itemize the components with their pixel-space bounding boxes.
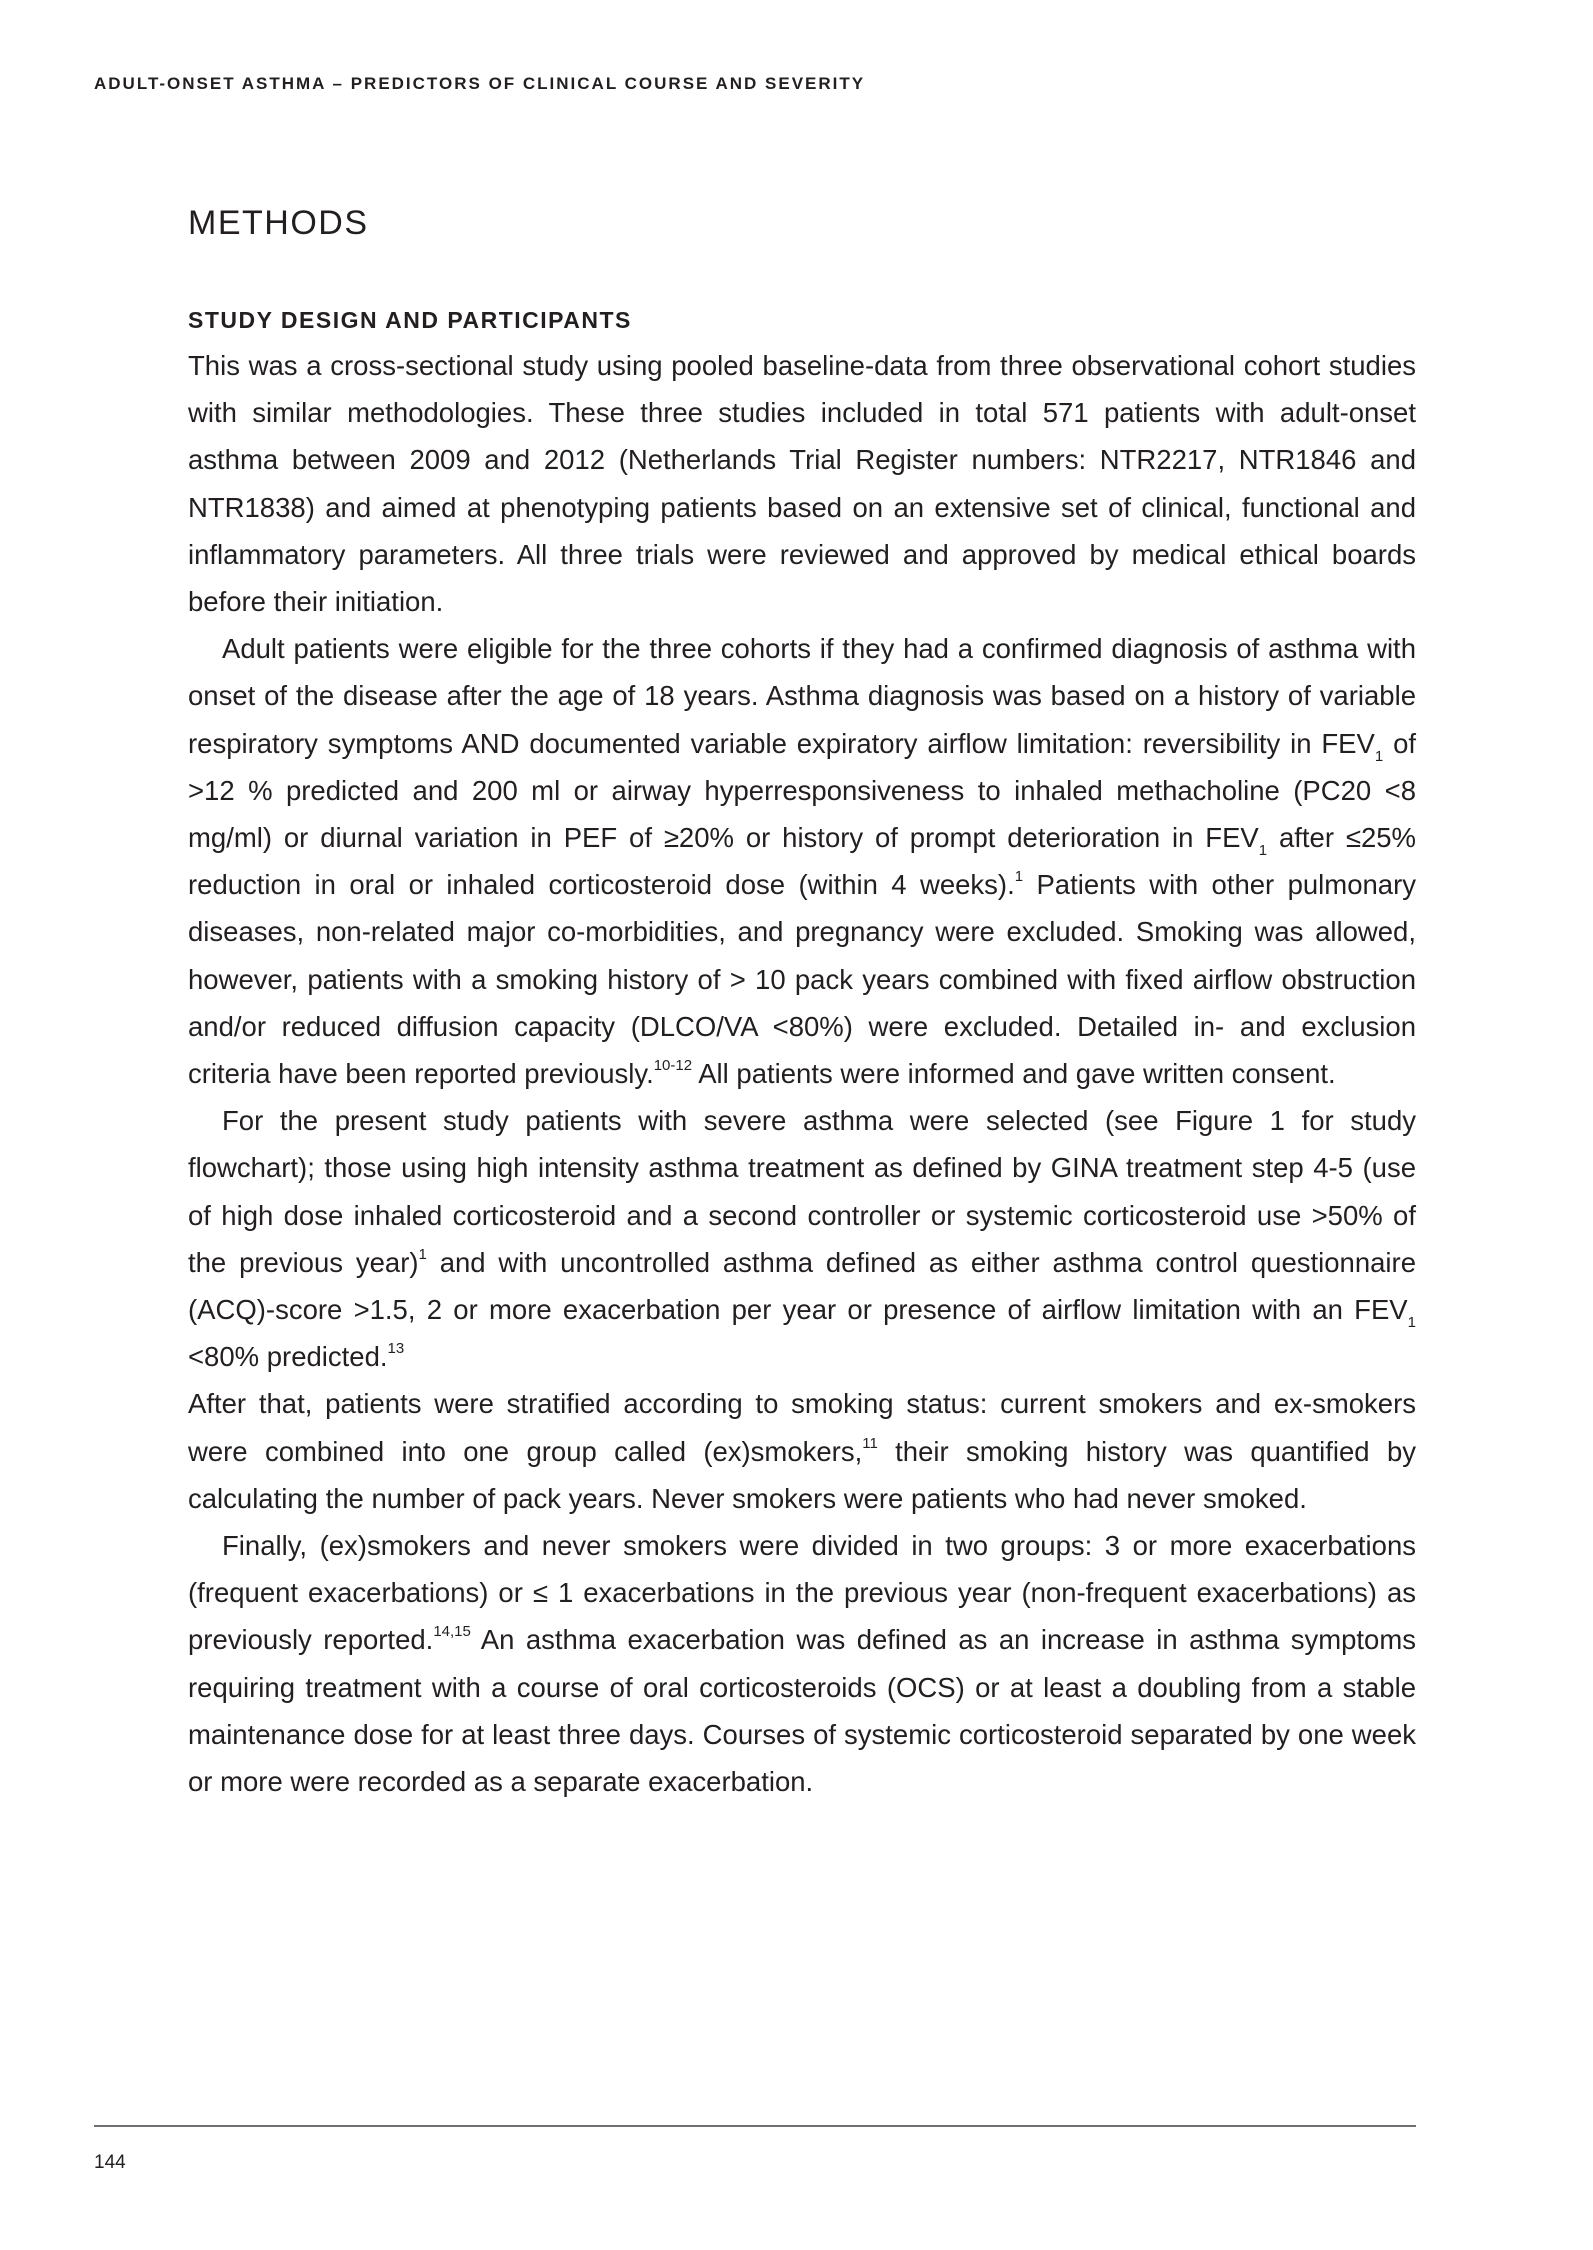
citation-ref: 1: [418, 1245, 427, 1263]
paragraph-5: [188, 1522, 1416, 1805]
paragraph-3: [188, 1097, 1416, 1380]
p2-text-e: All patients were informed and gave written consent.: [692, 1058, 1336, 1090]
p2-text-d: Patients with other pulmonary diseases, non-related major co-morbidities, and pregnancy were excluded. Smoking was allowed, however, patients with a smoking history of > 10 pack years combined with fixed airflow obstruction and/or reduced diffusion capacity (DLCO/VA <80%) were excluded. Detailed in- and exclusion criteria have been reported previously.: [188, 869, 1416, 1090]
subsection-title: STUDY DESIGN AND PARTICIPANTS: [188, 307, 632, 333]
citation-ref: 1: [1014, 868, 1024, 886]
p3-text-b: and with uncontrolled asthma defined as either asthma control questionnaire (ACQ)-score >1.5, 2 or more exacerbation per year or presence of airflow limitation with an FEV: [188, 1246, 1416, 1326]
p5-text-a: Finally, (ex)smokers and never smokers were divided in two groups: 3 or more exacerbations (frequent exacerbations) or ≤ 1 exacerbations in the previous year (non-frequent exacerbations) as previously reported.: [188, 1530, 1416, 1656]
p2-text-c: after ≤25% reduction in oral or inhaled corticosteroid dose (within 4 weeks).: [188, 822, 1416, 901]
p4-text-b: their smoking history was quantified by calculating the number of pack years. Never smokers were patients who had never smoked.: [188, 1435, 1416, 1514]
fev-subscript: 1: [1407, 1314, 1416, 1332]
fev-subscript: 1: [1374, 747, 1384, 765]
p4-text-a: After that, patients were stratified according to smoking status: current smokers and ex-smokers were combined into one group called (ex)smokers,: [188, 1388, 1416, 1467]
citation-ref: 14,15: [433, 1623, 471, 1641]
p3-text-a: For the present study patients with severe asthma were selected (see Figure 1 for study flowchart); those using high intensity asthma treatment as defined by GINA treatment step 4-5 (use of high dose inhaled corticosteroid and a second controller or systemic corticosteroid use >50% of the previous year): [188, 1105, 1416, 1278]
citation-ref: 10-12: [653, 1057, 693, 1075]
p5-text-b: An asthma exacerbation was defined as an increase in asthma symptoms requiring treatment with a course of oral corticosteroids (OCS) or at least a doubling from a stable maintenance dose for at least three days. Courses of systemic corticosteroid separated by one week or more were recorded as a separate exacerbation.: [188, 1624, 1416, 1798]
paragraph-4: [188, 1380, 1416, 1522]
citation-ref: 13: [387, 1340, 405, 1358]
fev-subscript: 1: [1258, 842, 1268, 860]
paragraph-1: [188, 342, 1416, 625]
main-content: [188, 200, 1416, 1805]
p2-text-a: Adult patients were eligible for the three cohorts if they had a confirmed diagnosis of asthma with onset of the disease after the age of 18 years. Asthma diagnosis was based on a history of variable respiratory symptoms AND documented variable expiratory airflow limitation: reversibility in FEV: [188, 633, 1416, 759]
p2-text-b: of >12 % predicted and 200 ml or airway hyperresponsiveness to inhaled methacholine (PC20 <8 mg/ml) or diurnal variation in PEF of ≥20% or history of prompt deterioration in FEV: [188, 727, 1417, 854]
page-number: 144: [94, 2152, 126, 2173]
p3-text-c: <80% predicted.: [188, 1341, 388, 1373]
paragraph-2: [188, 625, 1416, 1097]
p1-text: This was a cross-sectional study using pooled baseline-data from three observational cohort studies with similar methodologies. These three studies included in total 571 patients with adult-onset asthma between 2009 and 2012 (Netherlands Trial Register numbers: NTR2217, NTR1846 and NTR1838) and aimed at phenotyping patients based on an extensive set of clinical, functional and inflammatory parameters. All three trials were reviewed and approved by medical ethical boards before their initiation.: [188, 350, 1416, 618]
running-header: ADULT-ONSET ASTHMA – PREDICTORS OF CLINICAL COURSE AND SEVERITY: [94, 74, 866, 93]
citation-ref: 11: [862, 1434, 878, 1452]
footer-rule: [94, 2125, 1416, 2127]
section-title: METHODS: [188, 204, 369, 242]
